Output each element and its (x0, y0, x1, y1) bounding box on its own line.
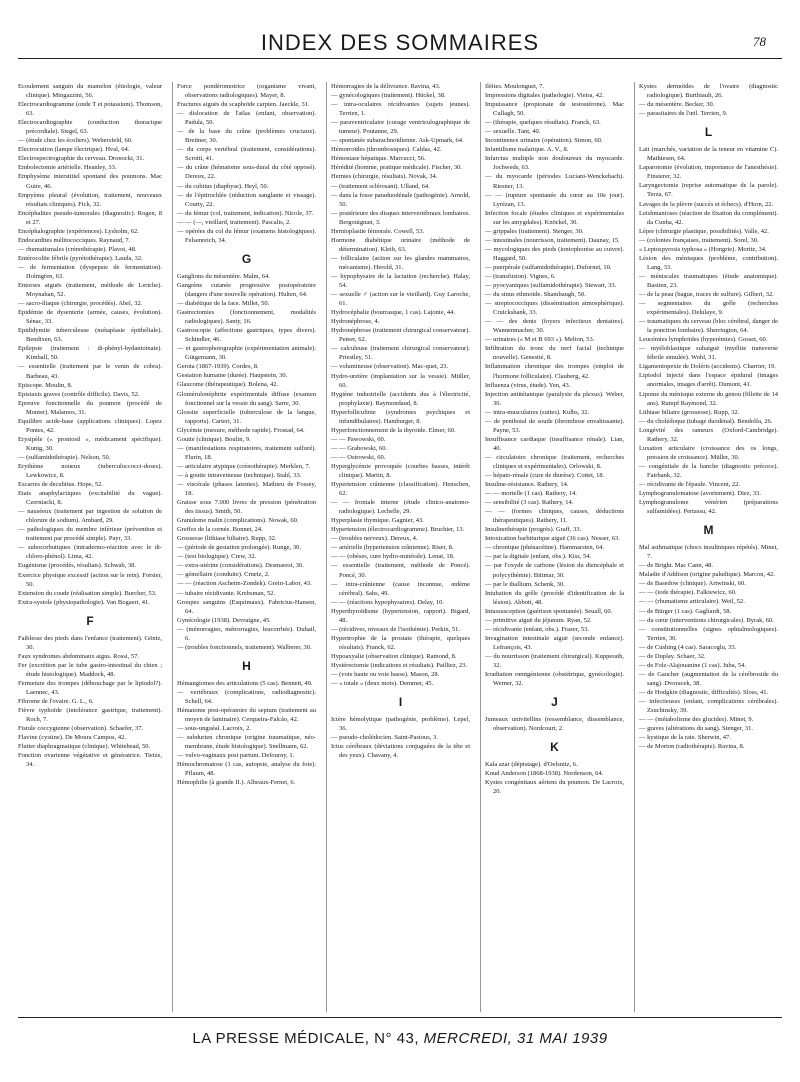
index-entry: — — (—, vieillard, traitement). Pascalis, 2. (177, 218, 291, 226)
index-entry: Epidémie de dysenterie (armée, causes, évolution). Sénac, 33. (18, 309, 162, 326)
index-entry: — de Basedow (clinique). Artwinski, 60. (639, 580, 746, 588)
index-entry: — artérielle (hypertension crânienne). Riser, 8. (331, 544, 454, 552)
index-entry: — pseudo-cholédocien. Saint-Pastous, 3. (331, 734, 438, 742)
index-entry: — diabétique de la face. Millet, 50. (177, 300, 270, 308)
index-entry: Etats anaphylactiques (excitabilité du vague). Czerniacki, 8. (18, 490, 162, 507)
index-entry: — graves (altérations du sang). Stenger, 31. (639, 725, 754, 733)
index-entry: « Leptospyrosis typhosa » (Hongrie). Moritz, 34. (639, 245, 767, 253)
index-entry: Hydronéphrose (traitement chirurgical conservateur). Peteer, 62. (331, 327, 470, 344)
index-entry: — (récidives, niveaux de l'isothémie). Perkin, 51. (331, 625, 460, 633)
index-entry: — essentielle (traitement par le venin de cobra). Barbeau, 43. (18, 363, 162, 380)
index-entry: — de Cushing (4 cas). Saracoglu, 33. (639, 643, 737, 651)
index-entry: Luxation articulaire (croissance des os longs, pression de croissance). Müller, 30. (639, 444, 778, 461)
index-entry: Hémochromatose (1 cas, autopsie, analyse du foie). Pflaum, 48. (177, 761, 316, 778)
index-entry: Epistaxis graves (contrôle difficile). Davis, 52. (18, 390, 140, 398)
index-entry: — (étude chez les écoliers). Webersfeld, 60. (18, 137, 133, 145)
index-entry: Flavine (cystine). De Moura Campos, 42. (18, 734, 126, 742)
index-entry: Lavages de la plèvre (succès et échecs). d'Horn, 22. (639, 200, 774, 208)
index-entry: — — (iode thérapie). Falkiewicz, 60. (639, 589, 737, 597)
index-entry: — de la base du crâne (problèmes cruciaux). Breitner, 30. (177, 128, 316, 145)
index-entry: — de penthotal de soude (thrombose envahissante). Payne, 53. (485, 417, 624, 434)
index-entry: Longévité des rameurs (Oxford-Cambridge). Rathery, 32. (639, 426, 778, 443)
index-entry: — et gastrophotographie (expérimentation animale). Gütgemann, 30. (177, 345, 316, 362)
index-entry: — puerpérale (sulfamidothérapie). Dufornet, 10. (485, 263, 612, 271)
index-entry: — myéloblastique subaiguë (myélite transverse fébrile simulée). Wohl, 31. (639, 345, 778, 362)
index-entry: — urinaires (« M et B 693 »). Melton, 53. (485, 336, 595, 344)
index-entry: Hyperfolliculinie (syndromes psychiques et infundibulaires). Hamburger, 8. (331, 408, 470, 425)
index-entry: Hémorroïdes (thrombosiques). Caldas, 42. (331, 146, 442, 154)
section-letter: I (398, 695, 403, 710)
index-entry: — subocorbutiques (intradermo-réaction avec le di-chloro-phénol). Lima, 42. (18, 544, 162, 561)
index-entry: Embolectomie artérielle. Heanley, 33. (18, 164, 117, 172)
index-entry: — sexuelle ♂ (action sur le vieillard). Guy Laroche, 61. (331, 291, 470, 308)
index-entry: Eugénisme (procédés, résultats). Schwab, 38. (18, 562, 137, 570)
index-entry: — du cubitus (diaphyse). Heyl, 50. (177, 182, 269, 190)
section-letter: K (550, 740, 559, 755)
index-entry: — spontanée subarachnoïdienne. Ask-Upmark, 64. (331, 137, 464, 145)
index-entry: — intra-oculaires récidivantes (sujets jeunes). Terrien, 1. (331, 101, 470, 118)
index-entry: Lésion des ménisques (problème, contribution). Lang, 33. (639, 254, 778, 271)
index-entry: Electrocardiographie (conduction thoracique précordiale). Siegel, 63. (18, 119, 162, 136)
index-entry: — calculeuse (traitement chirurgical conservateur). Priestley, 51. (331, 345, 470, 362)
index-entry: Exercice physique excessif (action sur le rein). Forster, 50. (18, 571, 162, 588)
index-entry: Faux syndromes abdominaux aigus. Rossi, 57. (18, 652, 139, 660)
index-entry: — gynécologiques (traitement). Hückel, 38. (331, 92, 446, 100)
index-entry: — viscérale (phases latentes). Mathieu de Fossey, 18. (177, 480, 316, 498)
index-entry: — récidivante (enfant, obs.). Frazer, 53. (485, 625, 590, 633)
index-entry: — — (formes cliniques, causes, déductions thérapeutiques). Rathery, 11. (485, 508, 624, 525)
index-entry: Lymphogranulomatose (avortement). Diez, 33. (639, 490, 762, 498)
index-column-1 (18, 82, 166, 1012)
index-column-3 (326, 82, 474, 1012)
index-entry: Inflammation chronique des trompes (emploi de l'hormone folliculaire). Clauberg, 42. (485, 363, 624, 380)
index-entry: Faiblesse des pieds dans l'enfance (traitement). Göntz, 30. (18, 634, 162, 651)
footer-rule (18, 1017, 782, 1018)
index-entry: Mal asthmatique (chocs insuliniques répétés). Minet, 7. (639, 544, 778, 561)
index-entry: Laryngectomie (reprise automatique de la parole). Terza, 67. (639, 182, 778, 199)
index-entry: — — Grabowski, 60. (331, 444, 388, 452)
index-entry: — segmentaires du grêle (recherches expérimentales). Delulaye, 9. (639, 300, 778, 317)
index-entry: — (voie haute ou voie basse). Mason, 28. (331, 671, 440, 679)
index-entry: — du cœur (interventions chirurgicales). Byrak, 60. (639, 616, 774, 624)
index-entry: Equilibre acide-base (applications cliniques). Lopez Pontes, 42. (18, 417, 162, 434)
index-entry: Hémophilie (à grande II.). Albeaux-Fernet, 6. (177, 779, 296, 787)
index-entry: Knud Anderson (1868-1938). Nordenson, 64. (485, 770, 604, 778)
index-entry: Gastrectomies (fonctionnement, modalités radiologiques). Santy, 16. (177, 309, 316, 326)
index-entry: — (période de gestation prolongée). Runge, 30. (177, 544, 302, 552)
index-column-5 (634, 82, 782, 1012)
index-entry: — articulaire atypique (crénothérapie). Merklen, 7. (177, 462, 311, 470)
index-entry: Glomérulonéphrite expérimentale diffuse (examen fonctionnel sur la vessie du sang). Sarre, 30. (177, 390, 316, 407)
index-entry: Hydronéphrose, 4. (331, 318, 380, 326)
index-entry: — méniscales traumatiques (étude anatomique). Bastien, 23. (639, 272, 778, 289)
section-letter: L (704, 125, 713, 140)
index-entry: Impressions digitales (pathologie). Vieira, 42. (485, 92, 604, 100)
index-entry: — streptococciques (dissémination atmosphérique). Cruickshank, 33. (485, 300, 624, 317)
index-entry: Kystes dermoïdes de l'ovaire (diagnostic radiologique). Burthiault, 26. (639, 83, 778, 100)
index-entry: Insuffisance cardiaque (insuffisance rénale). Lian, 40. (485, 435, 624, 452)
index-entry: — folliculaire (action sur les glandes mammaires, mécanisme). Herold, 31. (331, 254, 470, 271)
index-entry: — du myocarde (périodes Luciani-Wenckebach). Riesner, 13. (485, 173, 624, 190)
index-entry: Hernies (chirurgie, résultats). Novak, 34. (331, 173, 438, 181)
index-entry: Hyperplasie thymique. Gagnier, 43. (331, 517, 424, 525)
index-entry: — récidivante de l'épaule. Vincent, 22. (639, 480, 741, 488)
index-entry: Ictère hémolytique (pathogénie, problème). Lepel, 36. (331, 716, 470, 733)
index-entry: — pyocyaniques (sulfamidothérapie). Stewart, 33. (485, 282, 617, 290)
index-entry: Lèpre (chirurgie plastique, possibilités). Valle, 42. (639, 227, 769, 235)
index-entry: Extra-systole (physiopathologie). Van Bogaert, 41. (18, 598, 150, 606)
index-entry: — subdurien chronique (origine traumatique, néo-membrane, étude histologique). Snellmann, 62. (177, 734, 316, 751)
index-entry: — constitutionnelles (signes ophtalmologiques). Terrien, 30. (639, 625, 778, 642)
index-entry: — par le thallium. Schenk, 30. (485, 580, 565, 588)
index-entry: Fermeture des trompes (débouchage par le lipiodol?). Laennec, 43. (18, 680, 162, 697)
index-entry: — de Morton (radiothérapie). Ravina, 8. (639, 743, 745, 751)
index-entry: — gémellaire (conduite). Crnetz, 2. (177, 571, 270, 579)
index-entry: — du corps vertébral (traitement, considérations). Scrotti, 41. (177, 146, 316, 163)
index-entry: Fièvre typhoïde (intolérance gastrique, traitement). Roch, 7. (18, 707, 162, 724)
index-entry: — du nourrisson (traitement chirurgical). Kupperath, 32. (485, 652, 624, 669)
index-entry: Impuissance (propionate de testostérone). Mac Cullagh, 50. (485, 101, 624, 118)
index-column-2 (172, 82, 320, 1012)
index-entry: — (thérapie, quelques résultats). Franck, 63. (485, 119, 601, 127)
index-entry: Infantilisme malarique. A. V., 8. (485, 146, 569, 154)
index-entry: — vulvo-vaginaux post partum. Defourny, 1. (177, 752, 295, 760)
header-rule (18, 58, 782, 59)
index-entry: Iléites. Moulonguet, 7. (485, 83, 545, 90)
index-entry: — — des dents (foyers infectieux dentaires). Wannenmacher, 30. (485, 318, 624, 335)
index-entry: Maladie d'Addison (origine paludique). Marcon, 42. (639, 571, 775, 579)
index-entry: — à goutte intraveineuse (technique). Stahl, 33. (177, 471, 302, 479)
index-entry: Influenza (virus, étude). Yen, 43. (485, 381, 571, 389)
index-entry: — (sulfamidothérapie). Nelson, 50. (18, 453, 111, 461)
index-entry: Glaucome (thérapeutique). Bolena, 42. (177, 381, 279, 389)
index-entry: — intestinales (nourrisson, traitement). Daunay, 15. (485, 236, 620, 244)
index-entry: Gerota (1867-1939). Cordes, 8. (177, 363, 259, 371)
index-entry: — (troubles fonctionnels, traitement). Walberer, 30. (177, 643, 312, 651)
index-entry: Entorses aiguës (traitement, méthode de Leriche). Moynahan, 52. (18, 282, 162, 299)
index-entry: Fractures aiguës du scaphoïde carpien. Jaeckle, 31. (177, 101, 310, 109)
index-entry: — pathologiques du membre inférieur (prévention et traitement par procédé simple). Payr, 33. (18, 526, 162, 543)
index-entry: Hygiène industrielle (accidents dus à l'électricité, prophylaxie). Raymondaud, 8. (331, 390, 470, 407)
footer-journal: LA PRESSE MÉDICALE, N° 43, (192, 1030, 419, 1047)
page-number: 78 (753, 34, 766, 49)
index-entry: Glycémie (mesure, méthode rapide). Frostad, 64. (177, 426, 305, 434)
index-entry: Electrospectrographie du cerveau. Dronocki, 31. (18, 155, 145, 163)
index-entry: — sous-unguéal. Lacroix, 2. (177, 725, 252, 733)
index-entry: Glossite superficielle (tuberculose de la langue, rapports). Carteri, 31. (177, 408, 316, 425)
index-entry: — (traitement sclérosant). Ulland, 64. (331, 182, 430, 190)
index-entry: — intra-crânienne (cause inconnue, œdème cérébral). Sahs, 49. (331, 580, 470, 597)
index-entry: — — (obèses, cure hydro-minérale). Lenat, 18. (331, 553, 455, 561)
index-entry: Lithiase biliaire (grossesse). Rupp, 32. (639, 408, 740, 416)
section-letter: M (703, 523, 714, 538)
index-entry: Hérédité (homme, pratique médicale). Fischer, 30. (331, 164, 462, 172)
index-entry: Hydro-uretère (implantation sur la vessie). Müller, 60. (331, 372, 470, 389)
index-entry: — hépato-rénale (cure de diurèse). Cottet, 18. (485, 472, 605, 480)
index-entry: Infection focale (études cliniques et expérimentales sur les amygdales). Knöckel, 30. (485, 209, 624, 226)
index-entry: — (colonies françaises, traitement). Sorel, 30. (639, 236, 759, 244)
index-entry: Fibrome de l'ovaire. G. L., 6. (18, 698, 94, 706)
index-entry: — de Bright. Mac Cann, 48. (639, 562, 714, 570)
index-entry: Gynécologie (1938). Devraigne, 45. (177, 616, 271, 624)
index-entry: — sensibilité (3 cas). Rathery, 14. (485, 499, 574, 507)
index-entry: — — mortelle (1 cas). Rathery, 14. (485, 490, 577, 498)
page-footer (0, 1030, 800, 1047)
index-entry: Lait (marchés, variation de la teneur en vitamine C). Mathiesen, 64. (639, 146, 778, 163)
index-entry: Hypoaxyalie (observation clinique). Ramond, 8. (331, 652, 457, 660)
index-entry: — (ménorragies, métrorragies, leucorrhée). Duhail, 6. (177, 625, 316, 642)
index-entry: — grippales (traitement). Stenger, 30. (485, 227, 584, 235)
index-entry: Hémangiomes des articulations (5 cas). Bennett, 49. (177, 679, 313, 687)
index-entry: — vertébraux (complications, radiodiagnostic). Schell, 64. (177, 688, 316, 705)
index-entry: Laparotomie (évolution, importance de l'anesthésie). Finsterer, 32. (639, 164, 778, 181)
section-letter: F (86, 613, 94, 628)
index-entry: Grossesse (lithiase biliaire). Rupp, 32. (177, 535, 277, 543)
index-entry: — nauséeux (traitement par ingestion de solution de chlorure de sodium). Ambard, 29. (18, 508, 162, 525)
index-entry: Electrocution (lampe électrique). Hval, 64. (18, 146, 130, 154)
index-entry: Hématome post-opératoire du septum (traitement au moyen de laminaire). Cerqueira-Falcão, 42. (177, 707, 316, 724)
index-entry: — (test biologique). Crew, 32. (177, 553, 257, 561)
index-entry: — du fémur (col, traitement, indication). Nicole, 37. (177, 209, 314, 217)
index-entry: — — (réactions hypophysaires). Delay, 10. (331, 598, 444, 606)
index-entry: Hémostase hépatique. Marcucci, 56. (331, 155, 426, 163)
index-entry: — sexuelle. Tant, 40. (485, 128, 541, 136)
index-entry: — volumineuse (observation). Mac-quet, 23. (331, 363, 449, 371)
index-entry: Jumeaux univitellins (ressemblance, dissemblance, observation). Nordcourt, 2. (485, 716, 624, 733)
index-entry: — du cholédoque (tubage duodénal). Bendolfa, 26. (639, 417, 773, 425)
index-entry: — postérieure des disques intervertébraux lombaires. Bergouignan, 3. (331, 209, 470, 226)
index-entry: — (troubles nerveux). Dereux, 4. (331, 535, 418, 543)
index-entry: Hyperglycémie provoquée (courbes basses, intérêt clinique). Martin, 8. (331, 462, 470, 480)
index-entry: Hydrocéphalie (bourrasque, 1 cas). Lajonie, 44. (331, 309, 455, 317)
index-entry: — du crâne (hématome sous-dural du côté opposé). Dereux, 22. (177, 164, 316, 181)
index-entry: Ligamentopexie de Doléris (accidents). Charrier, 19. (639, 363, 776, 371)
index-entry: Irradiation rœntgénienne (obstétrique, gynécologie). Werner, 32. (485, 671, 624, 688)
index-entry: — — frontale interne (étude clinico-anatomo-radiologique). Lechelle, 29. (331, 499, 470, 516)
index-entry: — — Ostrowski, 60. (331, 453, 386, 461)
index-entry: — primitive aiguë du jéjunum. Ryan, 52. (485, 616, 592, 624)
index-entry: — — Pawowski, 60. (331, 435, 386, 443)
index-entry: Gestation humaine (durée). Haupstein, 30. (177, 372, 288, 380)
index-entry: — — (métabolisme des glucides). Minet, 9. (639, 716, 754, 724)
index-entry: — paraventriculaire (curage ventriculographique de tumeur). Poutanne, 29. (331, 119, 470, 136)
index-entry: Injection antitétanique (paralysie du plexus). Weber, 30. (485, 390, 624, 407)
index-entry: Hypertension crânienne (classification). Henschen, 62. (331, 481, 470, 498)
index-entry: Insulinothérapie (progrès). Graff, 33. (485, 526, 582, 534)
index-entry: Infarctus multiple non douloureux du myocarde. Jochweds, 63. (485, 155, 624, 172)
index-entry: — sacro-iliaque (chirurgie, procédés). Abel, 32. (18, 300, 143, 308)
index-entry: Escarres de decubitus. Hope, 52. (18, 481, 104, 489)
index-entry: Hémorragies de la délivrance. Ravina, 43. (331, 83, 441, 90)
index-entry: — kystique de la rate. Sherwin, 47. (639, 734, 731, 742)
section-letter: J (551, 695, 558, 710)
index-entry: — de Duplay. Schaer, 32. (639, 652, 706, 660)
index-entry: — dislocation de l'atlas (enfant, observation). Padula, 50. (177, 110, 316, 127)
index-entry: Infiltration du tronc du nerf facial (technique nouvelle). Genestié, 8. (485, 345, 624, 362)
index-entry: — de l'épitrochlée (réduction sanglante et vissage). Courty, 22. (177, 191, 316, 208)
index-entry: Intoxication barbiturique aiguë (36 cas). Nesser, 63. (485, 535, 620, 543)
index-entry: — infectieuses (enfant, complications cérébrales). Zsuchinsky, 39. (639, 698, 778, 715)
index-entry: Fonction ovarienne végétative et génératrice. Tietze, 34. (18, 752, 162, 769)
index-entry: Encéphalites pseudo-tumorales (diagnostic). Rogen, 8 et 27. (18, 209, 162, 226)
index-entry: Kala azar (dépistage). d'Oelsnitz, 6. (485, 761, 578, 769)
index-entry: — intra-musculaires (suites). Kulbs, 32. (485, 408, 590, 416)
index-entry: — — (réaction Ascheim-Zondek). Grein-Labor, 43. (177, 580, 312, 588)
index-entry: Hystérectomie (indications et résultats). Pailliez, 23. (331, 662, 468, 669)
index-entry: Groupes sanguins (Esquimaux). Fabricius-Hansen, 64. (177, 598, 316, 615)
index-entry: Leishmanioses (réaction de fixation du complément). da Cunha, 42. (639, 209, 778, 226)
index-entry: Insuline-résistance. Rathery, 14. (485, 481, 569, 489)
page-header (20, 26, 780, 56)
index-entry: Fistule coccygienne (observation). Schaefer, 37. (18, 725, 144, 733)
index-entry: Intubation du grêle (procédé d'identification de la lésion). Abbott, 48. (485, 589, 624, 606)
index-entry: — mycologiques des pieds (iontophorèse au cuivre). Haggard, 50. (485, 245, 624, 262)
index-entry: — de Hodgkin (diagnostic, difficultés). Sloss, 41. (639, 688, 769, 696)
index-entry: — hypophysaire de la lactation (recherche). Halay, 54. (331, 272, 470, 290)
index-entry: — de Bürger (1 cas). Gagliardi, 58. (639, 607, 732, 615)
index-entry: — rhumatismales (crénothérapie). Plavot, 48. (18, 245, 137, 253)
index-entry: Granulome malin (complications). Nowak, 60. (177, 517, 299, 525)
index-entry: Lipiodol injecté dans l'espace épidural (images anormales, images d'arrêt). Dumont, 41. (639, 372, 778, 389)
section-letter: H (242, 658, 251, 673)
index-entry: — circulatoire chronique (traitement, recherches cliniques et expérimentales). Orlowski, 8. (485, 453, 624, 470)
index-entry: Hyperthyroïdisme (hypertension, rapport). Bigard, 48. (331, 607, 470, 624)
index-entry: — (manifestations respiratoires, traitement sulfuré). Flurin, 18. (177, 444, 316, 461)
index-entry: Goutte (clinique). Boulin, 9. (177, 435, 251, 443)
index-entry: Incontinence urinaire (opération). Simon, 60. (485, 137, 603, 145)
index-entry: Hernioplastie fémorale. Cowell, 53. (331, 227, 425, 235)
index-entry: — de fermentation (dyspepsie de fermentation). Holmgren, 63. (18, 263, 162, 280)
index-entry: Hypertension (électrocardiogramme). Bruchier, 13. (331, 526, 465, 534)
index-entry: Ecoulement sanguin du mamelon (étiologie, valeur clinique). Mingazzini, 56. (18, 83, 162, 100)
index-entry: — parasitaires de l'œil. Terrien, 9. (639, 110, 728, 118)
index-entry: Emphysème interstitiel spontané des poumons. Mac Guire, 46. (18, 173, 162, 190)
index-entry: Invagination intestinale aiguë (seconde enfance). Lefrançois, 43. (485, 634, 624, 651)
index-entry: Ictus cérébraux (déviations conjuguées de la tête et des yeux). Chavany, 4. (331, 743, 470, 760)
index-entry: Erythème noueux (tuberculoccocci-doses). Lewkowicz, 8. (18, 462, 162, 480)
index-entry: Hyperfonctionnement de la thyroïde. Elmer, 60. (331, 426, 456, 434)
index-entry: Lipome du ménisque externe du genou (fillette de 14 ans). Rumpf Raymond, 32. (639, 390, 778, 407)
index-entry: — — (rhumatisme articulaire). Weil, 52. (639, 598, 745, 606)
index-entry: Leucémies lymphoïdes (hyperémies). Gosset, 60. (639, 336, 768, 344)
index-column-4 (480, 82, 628, 1012)
index-entry: — de la peau (bague, traces de sulfure). Gilbert, 32. (639, 290, 774, 298)
index-entry: Hypertrophie de la prostate (thérapie, quelques résultats). Franck, 62. (331, 634, 470, 651)
index-entry: Epreuve fonctionnelle du poumon (procédé de Monter). Malamos, 31. (18, 399, 162, 416)
index-entry: Flutter diaphragmatique (clinique). Whitehead, 50. (18, 743, 151, 751)
index-entry: Encéphalographie (expériences). Lysholm, 62. (18, 227, 139, 235)
index-entry: Lymphogranulome vénérien (préparations sulfamidées). Pertassu, 42. (639, 499, 778, 516)
index-columns (18, 82, 782, 1012)
index-entry: — opérées du col du fémur (examens histologiques). Felsenreich, 34. (177, 227, 316, 244)
index-entry: — tubaire récidivante. Krebsman, 52. (177, 589, 276, 597)
index-entry: Empyème pleural (évolution, traitement, nouveaux résultats cliniques). Fick, 32. (18, 191, 162, 208)
index-entry: Gastroscopie (affections gastriques, types divers). Schindler, 46. (177, 327, 316, 344)
index-entry: Extension du coude (réalisation simple). Burcher, 53. (18, 589, 157, 597)
index-entry: Fer (excrétion par le tube gastro-intestinal du chien ; étude histologique). Maddock, 48. (18, 661, 162, 678)
index-entry: Hormone diabétique urinaire (méthode de détermination). Kleib, 63. (331, 236, 470, 253)
index-entry: Erysipèle (« prontosil », médicament spécifique). Kunig, 30. (18, 435, 162, 452)
index-entry: — dans la fosse paraduodénale (pathogénie). Arnold, 50. (331, 191, 470, 208)
index-entry: — « totale » (deux mots). Demmer, 45. (331, 680, 434, 688)
index-entry: Force pondéromotrice (organisme vivant, observations radiologiques). Mayer, 8. (177, 83, 316, 100)
index-entry: — extra-utérine (considérations). Desmarest, 30. (177, 562, 304, 570)
index-entry: — traumatiques du cerveau (bloc cérébral, danger de la ponction lombaire). Sherrington, 64. (639, 318, 778, 335)
index-entry: Intussusception (guérison spontanée). Seuall, 60. (485, 607, 613, 615)
index-entry: — de Gaucher (augmentation de la cérébroside du sang). Dvoracek, 38. (639, 670, 778, 687)
index-entry: Episcope. Moulin, 8. (18, 381, 73, 389)
index-entry: Kystes congénitaux aériens du poumon. De Lacroix, 20. (485, 779, 624, 796)
index-entry: Gangrène cutanée progressive postopératoire (dangers d'une nouvelle opération). Hulten, 64. (177, 281, 316, 298)
index-entry: Electrocardiogramme (onde T et potassium). Thomson, 63. (18, 101, 162, 118)
index-entry: — par l'oxyde de carbone (lésion du diencéphale et polycythémie). Bittmar, 30. (485, 562, 624, 579)
index-entry: Endocardites mélitococciques. Raynaud, 7. (18, 236, 131, 244)
index-entry: — par la digitale (enfant, obs.). Kiss, 54. (485, 553, 592, 561)
index-entry: — — (rupture spontanée du cœur au 10e jour). Lyrézan, 13. (485, 191, 624, 208)
index-entry: — de Folz-Alajouanine (1 cas). Juba, 54. (639, 661, 747, 669)
index-entry: — du mésentère. Becker, 30. (639, 101, 715, 109)
index-entry: — (transfusion). Vignes, 6. (485, 272, 556, 280)
footer-date: MERCREDI, 31 MAI 1939 (423, 1030, 608, 1047)
index-entry: — essentielle (traitement, méthode de Poncé). Poncé, 30. (331, 562, 470, 579)
index-entry: Entérocolite fébrile (pyrétothérapie). Lauda, 32. (18, 254, 143, 262)
index-entry: — chronique (phénacétine). Hammarsten, 64. (485, 544, 604, 552)
index-entry: Greffes de la cornée. Bonnet, 24. (177, 526, 263, 534)
index-entry: — du sinus ethmoïde. Shambaugh, 50. (485, 291, 586, 299)
index-entry: Epilepsie (traitement : di-phényl-hydantoïnate). Kimball, 50. (18, 345, 162, 362)
index-entry: Ganglions du mésentère. Malm, 64. (177, 272, 270, 280)
index-entry: Graisse sous 7.000 livres de pression (pénétration des tissus). Smith, 50. (177, 499, 316, 516)
index-entry: Epididymite tuberculeuse (métaplasie épithéliale). Bendixen, 63. (18, 327, 162, 344)
index-entry: — congénitale de la hanche (diagnostic précoce). Fairbank, 32. (639, 462, 778, 479)
section-letter: G (241, 251, 252, 266)
page-title: INDEX DES SOMMAIRES (260, 30, 540, 55)
